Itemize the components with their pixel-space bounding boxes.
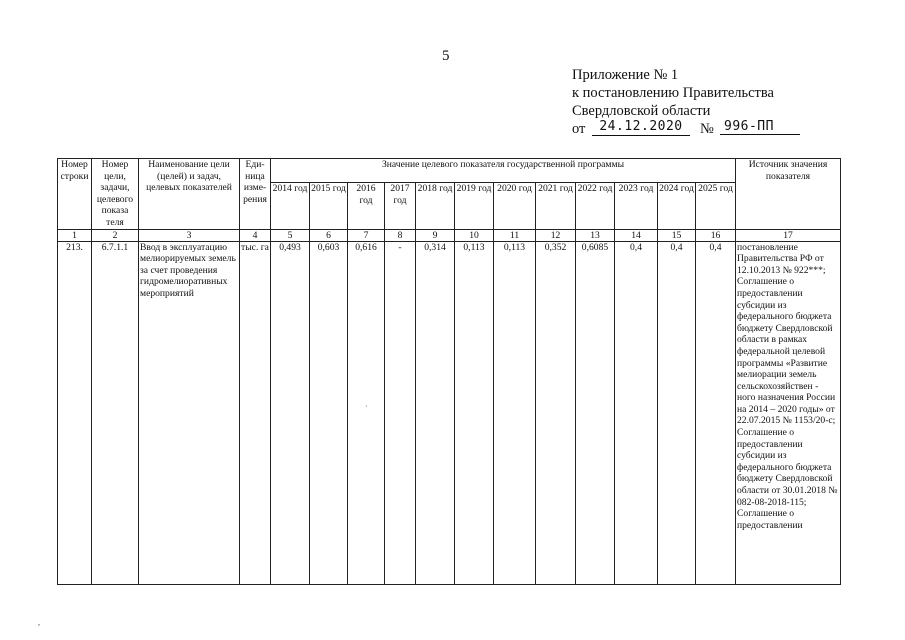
appendix-header: [572, 66, 774, 140]
year-header: 2023 год: [615, 183, 658, 229]
column-number: 16: [696, 229, 736, 241]
col-header-source: Источник значения показателя: [736, 159, 841, 230]
value-cell: 0,352: [536, 241, 576, 584]
column-number: 7: [348, 229, 385, 241]
value-cell: 0,314: [416, 241, 455, 584]
value-cell: -: [385, 241, 416, 584]
year-header: 2022 год: [576, 183, 615, 229]
source-cell: постановление Правительства РФ от 12.10.2013 № 922***; Соглашение о предоставлении субсидии из федерального бюджета бюджету Свердловской области в рамках федеральной целевой программы «Развитие мелиорации земель сельскохозяйствен - ного назначения России на 2014 – 2020 годы» от 22.07.2015 № 1153/20-с; Соглашение о предоставлении субсидии из федерального бюджета бюджету Свердловской области от 30.01.2018 № 082-08-2018-115; Соглашение о предоставлении: [736, 241, 841, 584]
header-row: [58, 159, 841, 183]
col-header-unit: Еди- ница изме- рения: [240, 159, 271, 230]
number-prefix: №: [700, 121, 714, 137]
value-cell: 0,113: [455, 241, 494, 584]
appendix-resolution-line: к постановлению Правительства: [572, 85, 774, 101]
row-number-cell: 213.: [58, 241, 92, 584]
value-cell: 0,113: [494, 241, 536, 584]
appendix-date-number: [572, 120, 774, 140]
col-header-goal-number: Номер цели, задачи, целевого показа теля: [92, 159, 139, 230]
value-cell: 0,4: [615, 241, 658, 584]
column-number: 11: [494, 229, 536, 241]
table-row: [58, 241, 841, 584]
col-header-values-group: Значение целевого показателя государственной программы: [271, 159, 736, 183]
scan-speck: ·: [365, 402, 368, 411]
unit-cell: тыс. га: [240, 241, 271, 584]
column-number: 8: [385, 229, 416, 241]
column-number: 4: [240, 229, 271, 241]
column-number: 6: [310, 229, 348, 241]
year-header: 2017 год: [385, 183, 416, 229]
value-cell: 0,493: [271, 241, 310, 584]
year-header: 2020 год: [494, 183, 536, 229]
goal-number-cell: 6.7.1.1: [92, 241, 139, 584]
value-cell: 0,603: [310, 241, 348, 584]
year-header: 2015 год: [310, 183, 348, 229]
year-header: 2024 год: [658, 183, 696, 229]
year-header: 2014 год: [271, 183, 310, 229]
column-number: 13: [576, 229, 615, 241]
year-header: 2016 год: [348, 183, 385, 229]
appendix-region-line: Свердловской области: [572, 103, 711, 119]
resolution-number: 996-ПП: [720, 118, 800, 135]
col-header-row-number: Номер строки: [58, 159, 92, 230]
column-number: 10: [455, 229, 494, 241]
column-number: 17: [736, 229, 841, 241]
value-cell: 0,6085: [576, 241, 615, 584]
column-number: 2: [92, 229, 139, 241]
year-header: 2021 год: [536, 183, 576, 229]
date-prefix: от: [572, 121, 586, 137]
resolution-date: 24.12.2020: [592, 118, 690, 136]
scan-speck: ,: [38, 618, 40, 627]
goal-name-cell: Ввод в эксплуатацию мелиорируемых земель за счет проведения гидромелиоративных мероприятий: [139, 241, 240, 584]
column-number: 9: [416, 229, 455, 241]
value-cell: 0,616: [348, 241, 385, 584]
col-header-goal-name: Наименование цели (целей) и задач, целевых показателей: [139, 159, 240, 230]
page-number: 5: [442, 48, 450, 64]
column-numbers-row: [58, 229, 841, 241]
column-number: 5: [271, 229, 310, 241]
value-cell: 0,4: [658, 241, 696, 584]
column-number: 14: [615, 229, 658, 241]
column-number: 1: [58, 229, 92, 241]
indicators-table: [57, 158, 841, 585]
column-number: 3: [139, 229, 240, 241]
value-cell: 0,4: [696, 241, 736, 584]
column-number: 12: [536, 229, 576, 241]
year-header: 2019 год: [455, 183, 494, 229]
column-number: 15: [658, 229, 696, 241]
year-header: 2025 год: [696, 183, 736, 229]
appendix-title: Приложение № 1: [572, 67, 679, 83]
year-header: 2018 год: [416, 183, 455, 229]
